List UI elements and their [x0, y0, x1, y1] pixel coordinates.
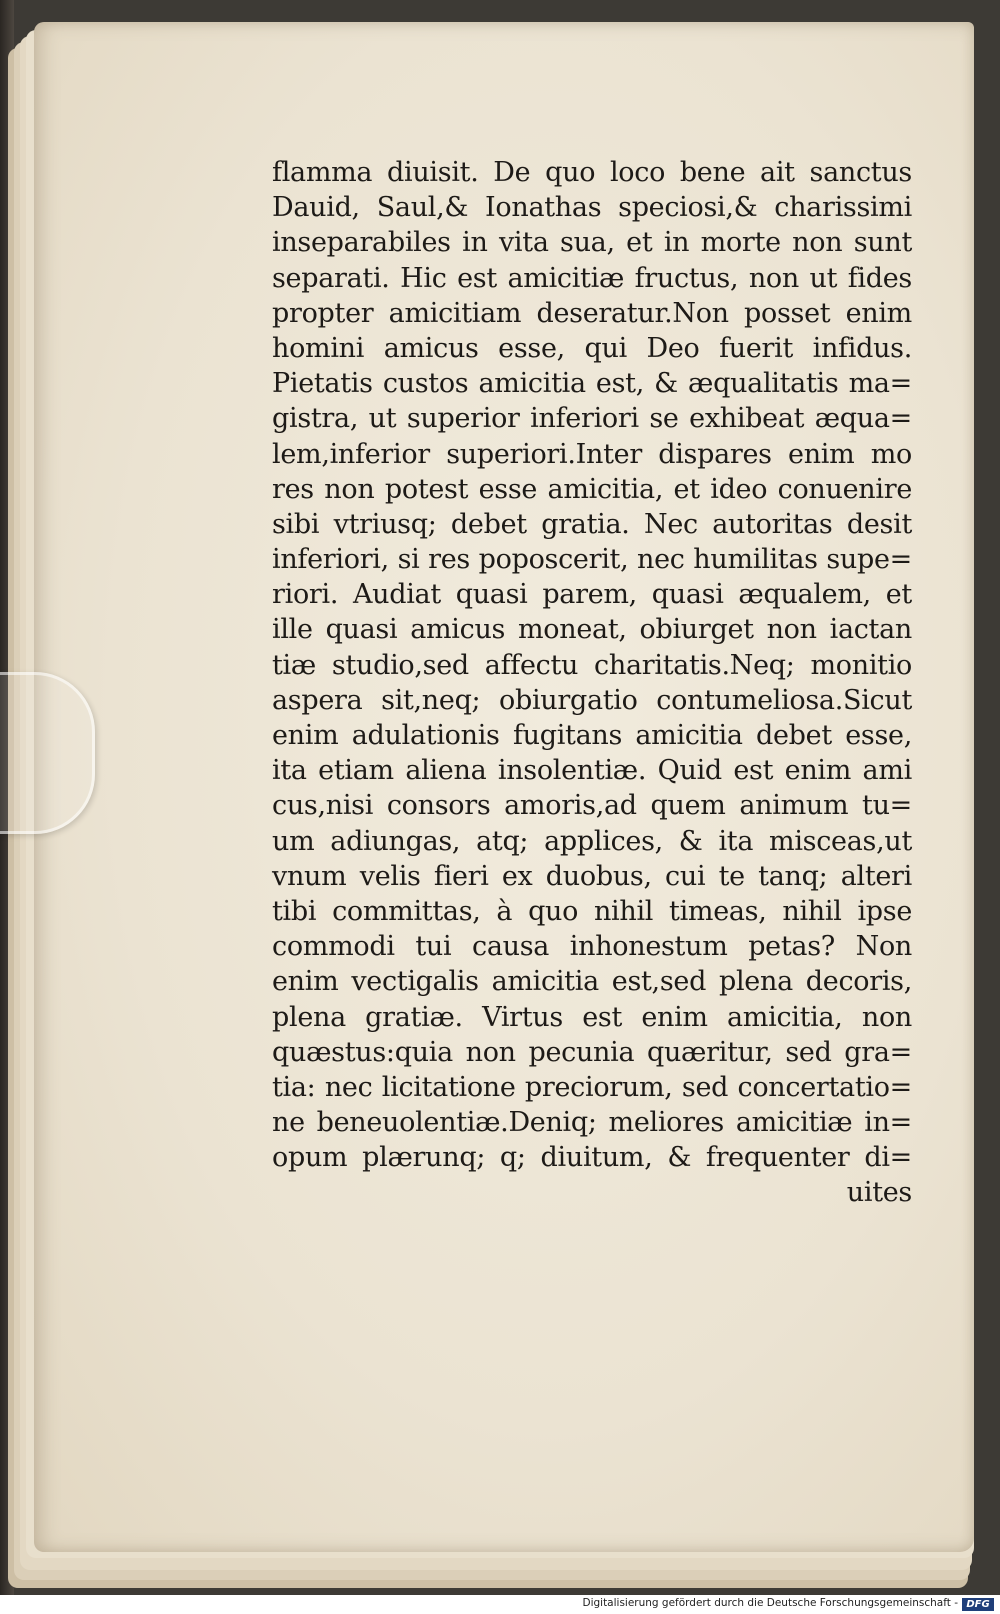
text-line: propter amicitiam deseratur.Non posset enim: [272, 297, 912, 329]
text-line: lem,inferior superiori.Inter dispares enim mo: [272, 438, 912, 470]
text-line: vnum velis fieri ex duobus, cui te tanq; alteri: [272, 860, 912, 892]
text-line: separati. Hic est amicitiæ fructus, non ut fides: [272, 262, 912, 294]
text-line: Pietatis custos amicitia est, & æqualitatis ma=: [272, 368, 912, 400]
text-line: quæstus:quia non pecunia quæritur, sed gra=: [272, 1036, 912, 1068]
text-line: ille quasi amicus moneat, obiurget non iactan: [272, 614, 912, 646]
text-line: enim vectigalis amicitia est,sed plena decoris,: [272, 966, 912, 998]
text-line: inseparabiles in vita sua, et in morte non sunt: [272, 227, 912, 259]
catchword: uites: [846, 1177, 912, 1209]
text-line: gistra, ut superior inferiori se exhibeat æqua=: [272, 403, 912, 435]
text-line: tibi committas, à quo nihil timeas, nihil ipse: [272, 895, 912, 927]
text-line: tia: nec licitatione preciorum, sed concertatio=: [272, 1071, 912, 1103]
text-line: aspera sit,neq; obiurgatio contumeliosa.Sicut: [272, 684, 912, 716]
text-line: flamma diuisit. De quo loco bene ait sanctus: [272, 157, 912, 188]
text-line: enim adulationis fugitans amicitia debet esse,: [272, 720, 912, 751]
text-line: plena gratiæ. Virtus est enim amicitia, non: [272, 1001, 912, 1033]
page-clip: [0, 672, 95, 834]
text-line: opum plærunq; q; diuitum, & frequenter di=: [272, 1142, 912, 1174]
text-line: riori. Audiat quasi parem, quasi æqualem, et: [272, 579, 912, 611]
text-line: cus,nisi consors amoris,ad quem animum tu=: [272, 790, 912, 822]
text-line: ne beneuolentiæ.Deniq; meliores amicitiæ in=: [272, 1107, 912, 1139]
text-line: Dauid, Saul,& Ionathas speciosi,& charissimi: [272, 192, 912, 224]
text-line: um adiungas, atq; applices, & ita misceas,ut: [272, 825, 912, 857]
digitization-footer: [0, 1595, 1000, 1614]
text-line: ita etiam aliena insolentiæ. Quid est enim ami: [272, 755, 912, 787]
dfg-logo: DFG: [962, 1598, 994, 1611]
text-line: commodi tui causa inhonestum petas? Non: [272, 931, 912, 963]
text-line: homini amicus esse, qui Deo fuerit infidus.: [272, 332, 912, 364]
text-line: res non potest esse amicitia, et ideo conuenire: [272, 473, 912, 505]
text-line: sibi vtriusq; debet gratia. Nec autoritas desit: [272, 508, 912, 540]
text-line: inferiori, si res poposcerit, nec humilitas supe=: [272, 544, 912, 576]
footer-credit: Digitalisierung gefördert durch die Deutsche Forschungsgemeinschaft -: [582, 1597, 958, 1609]
text-line: tiæ studio,sed affectu charitatis.Neq; monitio: [272, 649, 912, 681]
latin-text-block: [272, 155, 912, 1211]
